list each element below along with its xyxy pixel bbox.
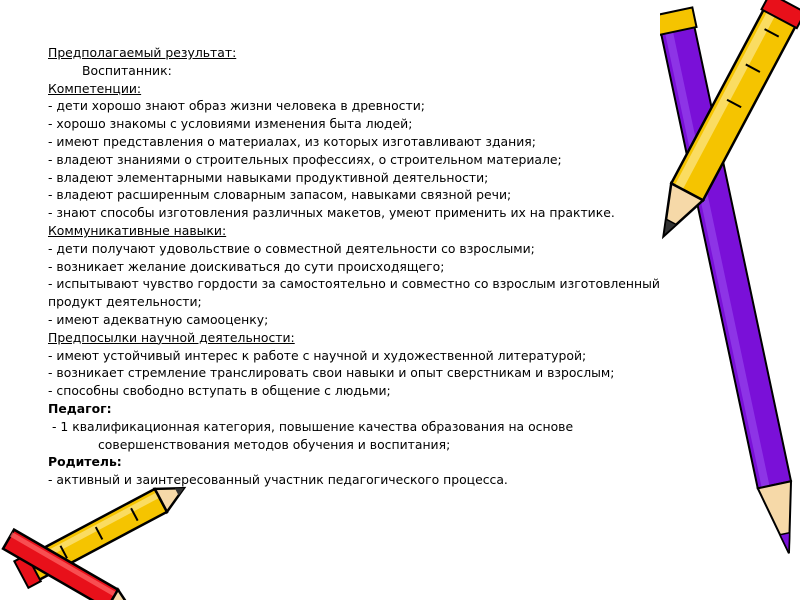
pencil-top-right-icon [640, 0, 800, 260]
list-item: - имеют адекватную самооценку; [48, 311, 269, 327]
list-item: - знают способы изготовления различных макетов, умеют применить их на практике. [48, 205, 615, 221]
list-item: - возникает желание доискиваться до сути происходящего; [48, 258, 445, 274]
teacher-line-2: совершенствования методов обучения и воспитания; [98, 436, 451, 452]
list-item: - имеют устойчивый интерес к работе с научной и художественной литературой; [48, 347, 587, 363]
parent-title: Родитель: [48, 454, 122, 470]
list-item: - дети получают удовольствие о совместной деятельности со взрослыми; [48, 240, 535, 256]
page-title: Предполагаемый результат: [48, 45, 237, 60]
list-item: - возникает стремление транслировать свои навыки и опыт сверстникам и взрослым; [48, 365, 615, 381]
list-item: продукт деятельности; [48, 294, 202, 310]
pupil-heading: Воспитанник: [82, 62, 172, 78]
list-item: - испытывают чувство гордости за самостоятельно и совместно со взрослым изготовленный [48, 276, 660, 292]
pencil-bottom-left-icon [0, 470, 200, 600]
parent-line-1: - активный и заинтересованный участник педагогического процесса. [48, 472, 508, 488]
list-item: - дети хорошо знают образ жизни человека в древности; [48, 98, 425, 114]
communication-title: Коммуникативные навыки: [48, 222, 227, 238]
teacher-title: Педагог: [48, 400, 112, 416]
competencies-title: Компетенции: [48, 80, 142, 96]
list-item: - имеют представления о материалах, из которых изготавливают здания; [48, 133, 536, 149]
list-item: - хорошо знакомы с условиями изменения быта людей; [48, 116, 413, 132]
research-title: Предпосылки научной деятельности: [48, 329, 295, 345]
list-item: - владеют расширенным словарным запасом, навыками связной речи; [48, 187, 512, 203]
teacher-line-1: - 1 квалификационная категория, повышение качества образования на основе [52, 418, 574, 434]
list-item: - владеют элементарными навыками продуктивной деятельности; [48, 169, 489, 185]
list-item: - способны свободно вступать в общение с людьми; [48, 383, 391, 399]
list-item: - владеют знаниями о строительных профессиях, о строительном материале; [48, 151, 562, 167]
